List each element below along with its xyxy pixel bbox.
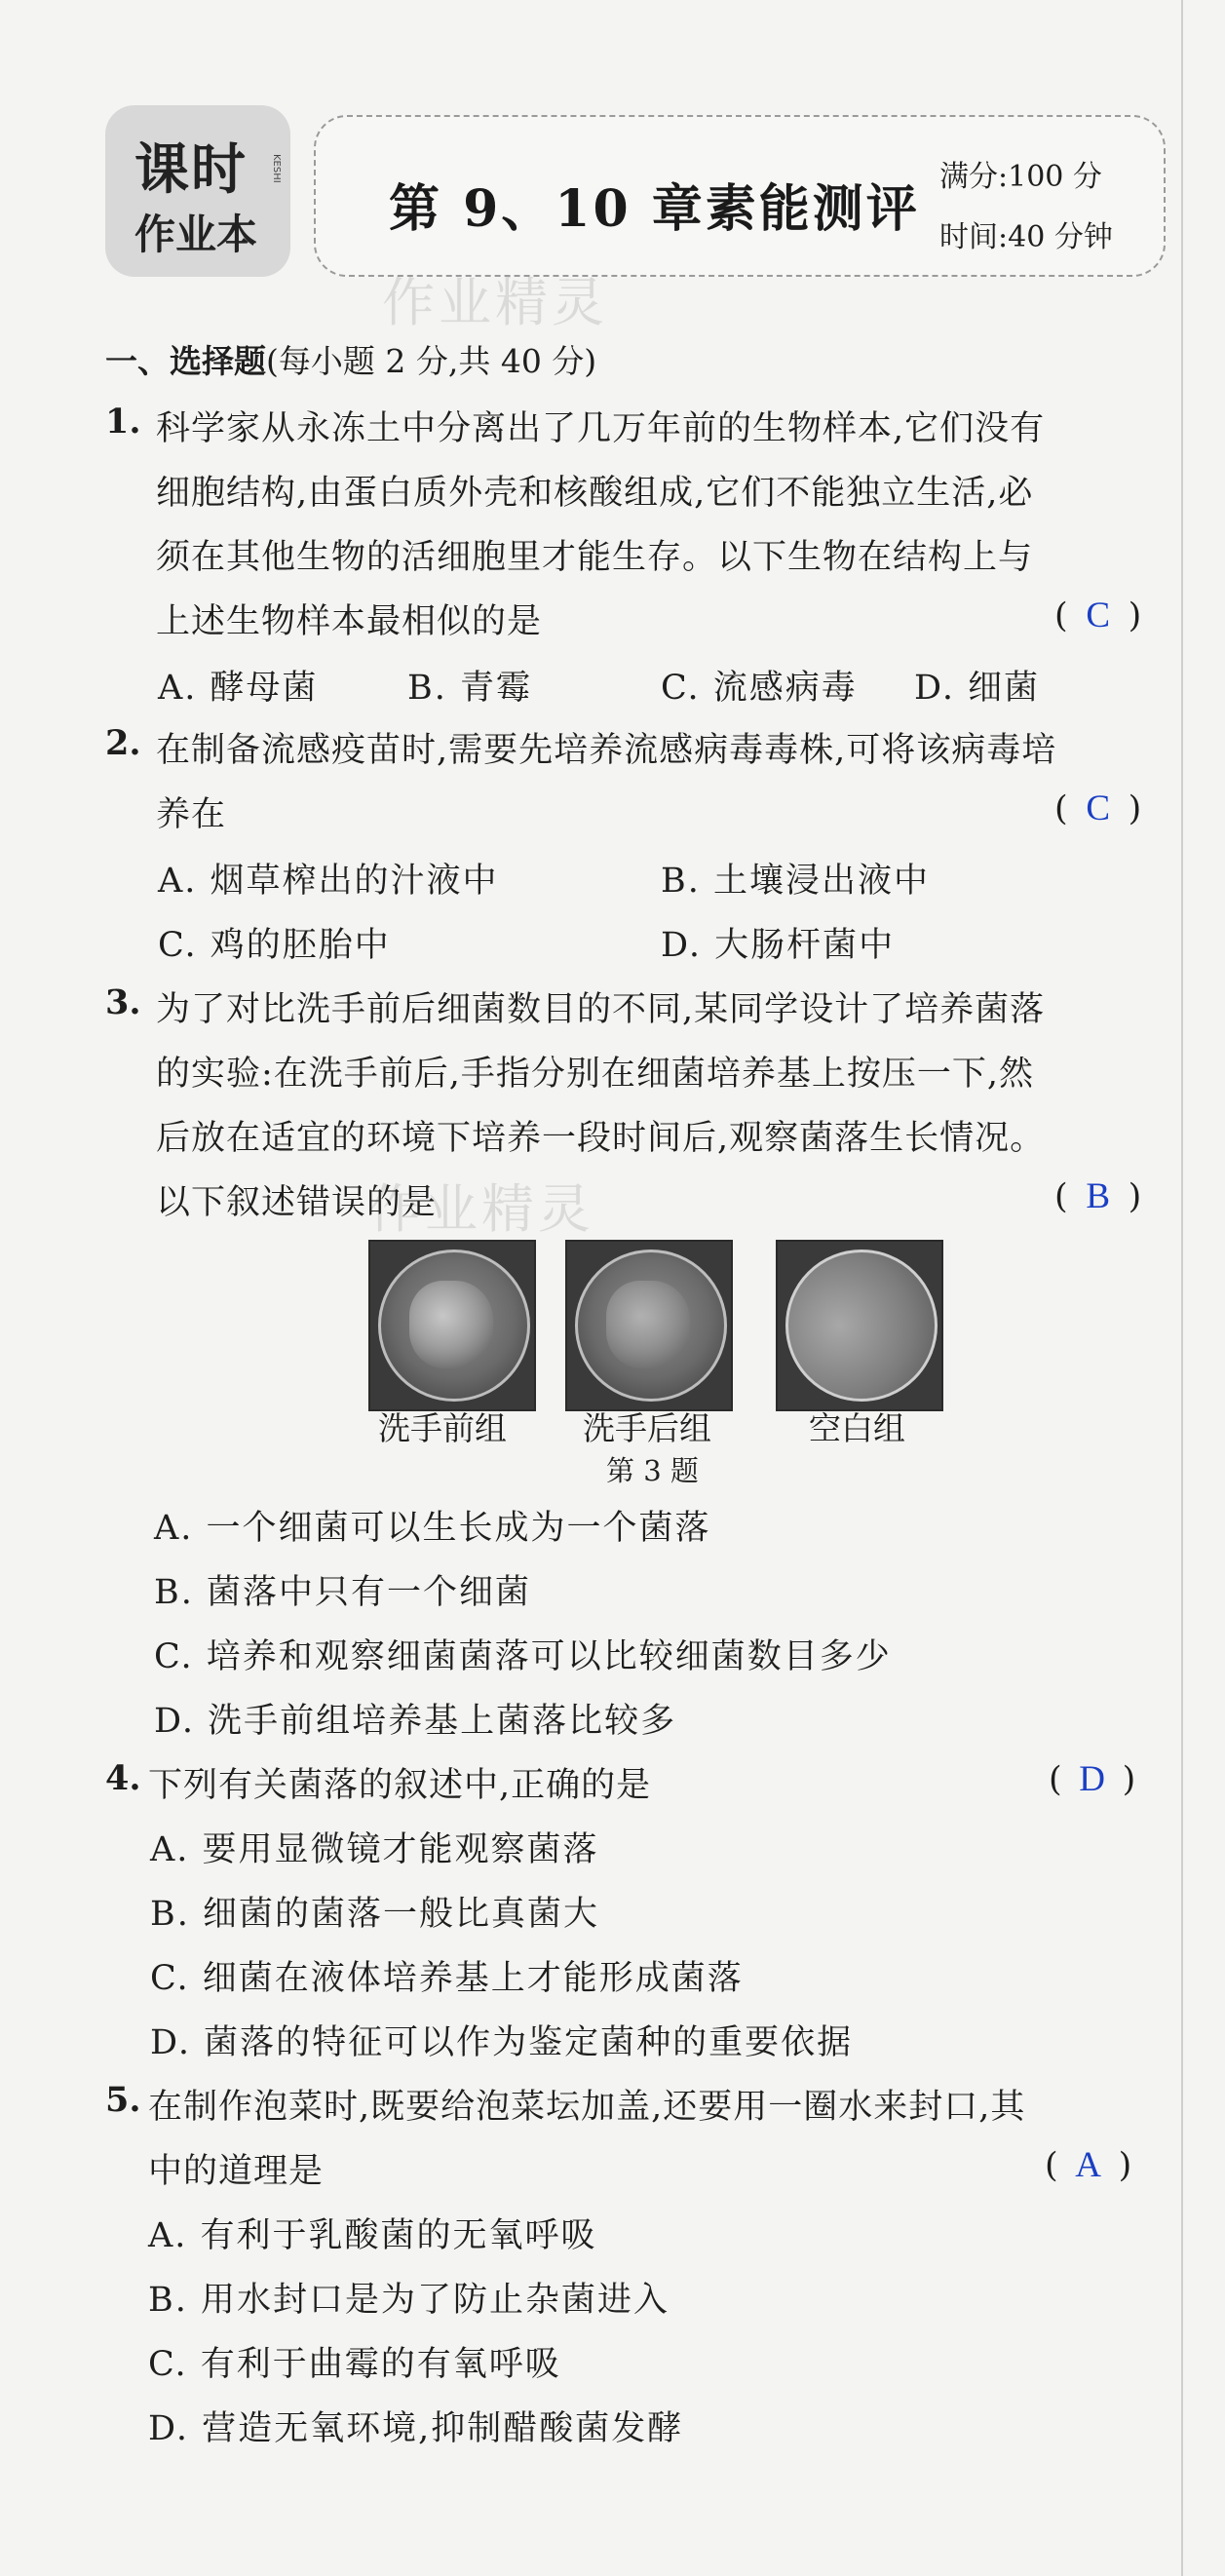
option: A. 一个细菌可以生长成为一个菌落 <box>154 1509 711 1548</box>
answer-bracket: ( C ) <box>1054 596 1142 635</box>
option: A. 要用显微镜才能观察菌落 <box>150 1830 599 1869</box>
dish <box>785 1250 938 1402</box>
colonies <box>606 1281 690 1368</box>
question-number: 3. <box>105 982 141 1022</box>
question-text: 后放在适宜的环境下培养一段时间后,观察菌落生长情况。 <box>156 1119 1046 1158</box>
logo <box>105 105 290 277</box>
option: C. 鸡的胚胎中 <box>158 926 391 965</box>
question-text: 上述生物样本最相似的是 <box>156 602 543 641</box>
question-text: 的实验:在洗手前后,手指分别在细菌培养基上按压一下,然 <box>156 1055 1035 1094</box>
answer-value: B <box>1086 1176 1110 1216</box>
option: D. 洗手前组培养基上菌落比较多 <box>154 1702 677 1741</box>
option: B. 菌落中只有一个细菌 <box>154 1573 531 1612</box>
figure-caption: 洗手前组 <box>378 1409 507 1447</box>
question-text: 细胞结构,由蛋白质外壳和核酸组成,它们不能独立生活,必 <box>156 474 1034 513</box>
option: D. 营造无氧环境,抑制醋酸菌发酵 <box>148 2409 684 2448</box>
section-title: 一、选择题 <box>105 342 266 380</box>
petri-dish-before-wash <box>368 1240 536 1411</box>
question-text: 在制备流感疫苗时,需要先培养流感病毒毒株,可将该病毒培 <box>156 731 1057 770</box>
option: B. 细菌的菌落一般比真菌大 <box>150 1895 599 1934</box>
option: D. 菌落的特征可以作为鉴定菌种的重要依据 <box>150 2023 854 2062</box>
watermark: 作业精灵 <box>382 272 608 333</box>
question-text: 科学家从永冻土中分离出了几万年前的生物样本,它们没有 <box>156 409 1046 448</box>
option: B. 土壤浸出液中 <box>661 862 930 901</box>
logo-line1: 课时 <box>134 138 248 202</box>
option: B. 青霉 <box>407 669 532 708</box>
option: A. 烟草榨出的汁液中 <box>158 862 499 901</box>
question-text: 在制作泡菜时,既要给泡菜坛加盖,还要用一圈水来封口,其 <box>148 2088 1026 2127</box>
question-text: 须在其他生物的活细胞里才能生存。以下生物在结构上与 <box>156 538 1034 577</box>
title-box <box>314 115 1166 277</box>
question-text: 养在 <box>156 795 227 834</box>
question-text: 以下叙述错误的是 <box>156 1183 438 1222</box>
answer-value: D <box>1079 1759 1106 1799</box>
answer-bracket: ( A ) <box>1045 2145 1132 2185</box>
colonies <box>409 1281 493 1368</box>
question-number: 2. <box>105 723 141 763</box>
full-score: 满分:100 分 <box>939 160 1102 194</box>
option: C. 细菌在液体培养基上才能形成菌落 <box>150 1959 744 1998</box>
answer-value: C <box>1086 788 1110 828</box>
option: A. 有利于乳酸菌的无氧呼吸 <box>148 2216 597 2255</box>
option: D. 大肠杆菌中 <box>661 926 896 965</box>
figure-caption: 洗手后组 <box>583 1409 711 1447</box>
logo-line2: 作业本 <box>134 211 258 258</box>
page-edge <box>1181 0 1183 2576</box>
section-heading <box>105 336 596 382</box>
option: C. 流感病毒 <box>661 669 858 708</box>
petri-dish-after-wash <box>565 1240 733 1411</box>
question-number: 1. <box>105 402 141 442</box>
answer-bracket: ( B ) <box>1054 1176 1142 1216</box>
figure-caption: 空白组 <box>809 1409 905 1447</box>
question-text: 下列有关菌落的叙述中,正确的是 <box>148 1766 652 1805</box>
option: B. 用水封口是为了防止杂菌进入 <box>148 2281 670 2320</box>
petri-dish-blank <box>776 1240 943 1411</box>
option: C. 有利于曲霉的有氧呼吸 <box>148 2345 561 2384</box>
section-note: (每小题 2 分,共 40 分) <box>266 342 597 380</box>
question-text: 中的道理是 <box>148 2152 325 2191</box>
answer-value: C <box>1086 596 1110 635</box>
option: A. 酵母菌 <box>158 669 319 708</box>
watermark: 作业精灵 <box>368 1178 594 1240</box>
logo-side-text: KESHI <box>271 154 282 183</box>
answer-value: A <box>1075 2145 1102 2185</box>
answer-bracket: ( D ) <box>1049 1759 1136 1799</box>
page-title: 第 9、10 章素能测评 <box>389 179 920 239</box>
question-text: 为了对比洗手前后细菌数目的不同,某同学设计了培养菌落 <box>156 990 1046 1029</box>
option: C. 培养和观察细菌菌落可以比较细菌数目多少 <box>154 1637 892 1676</box>
question-number: 4. <box>105 1758 141 1798</box>
figure-label: 第 3 题 <box>606 1454 699 1487</box>
option: D. 细菌 <box>914 669 1041 708</box>
question-number: 5. <box>105 2080 141 2120</box>
answer-bracket: ( C ) <box>1054 788 1142 828</box>
time-limit: 时间:40 分钟 <box>939 220 1113 254</box>
